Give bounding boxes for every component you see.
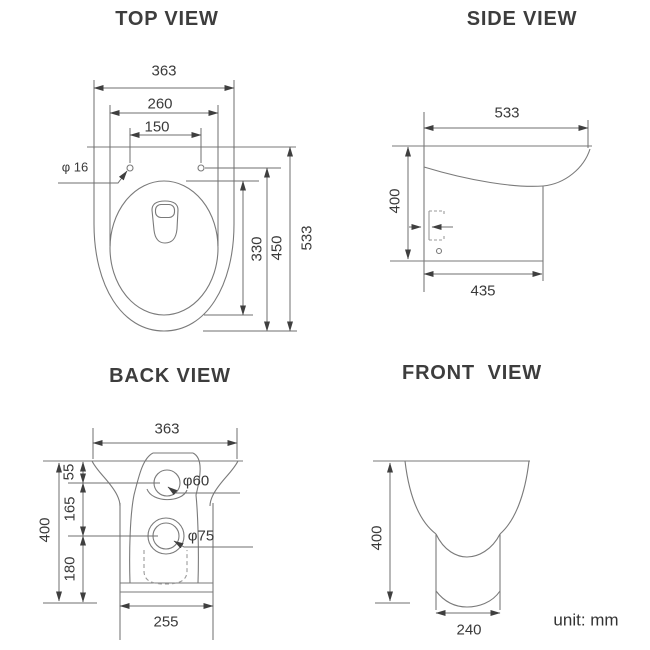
dim-label-back-outlet-to-floor: 180 xyxy=(61,556,79,582)
flush-jet-inner xyxy=(156,205,175,218)
front-bowl-left xyxy=(405,461,436,534)
dim-label-back-base-width: 255 xyxy=(153,613,179,631)
trapway-dashed xyxy=(144,550,187,584)
dim-label-back-inlet-to-outlet: 165 xyxy=(61,496,79,522)
top-view-drawing xyxy=(58,80,297,331)
dim-label-side-height: 400 xyxy=(386,188,404,214)
front-base-arc xyxy=(436,591,500,607)
dim-label-side-overall-depth: 533 xyxy=(494,104,520,122)
back-outline-right xyxy=(210,461,238,506)
dim-label-back-top-to-inlet: 55 xyxy=(60,463,78,481)
inlet-bracket-dashed xyxy=(429,211,444,240)
dim-label-back-height: 400 xyxy=(36,517,54,543)
dim-label-back-overall-width: 363 xyxy=(154,420,180,438)
dim-label-top-overall-width: 363 xyxy=(151,62,177,80)
dim-label-top-front-to-holes: 450 xyxy=(268,235,286,261)
unit-note: unit: mm xyxy=(553,610,619,630)
dim-label-top-bowl-length: 330 xyxy=(248,236,266,262)
rim-underside-curve xyxy=(424,149,590,186)
dim-label-back-outlet-diameter: φ75 xyxy=(187,527,215,545)
side-dimensions xyxy=(408,120,588,274)
dim-label-side-base-depth: 435 xyxy=(470,282,496,300)
inlet-cradle-arc xyxy=(147,489,187,500)
neck-left-curve xyxy=(130,453,153,583)
side-view-drawing xyxy=(386,112,592,292)
front-bowl-right xyxy=(500,461,529,534)
front-bowl-bottom xyxy=(436,534,500,557)
dim-label-front-height: 400 xyxy=(368,525,386,551)
back-view-title: BACK VIEW xyxy=(109,365,231,387)
dim-label-top-overall-depth: 533 xyxy=(298,225,316,251)
dim-label-front-base-width: 240 xyxy=(456,621,482,639)
back-view-drawing xyxy=(43,428,253,640)
dim-label-top-hole-diameter: φ 16 xyxy=(61,159,89,175)
bolt-hole-right xyxy=(198,165,204,171)
side-view-title: SIDE VIEW xyxy=(466,8,578,30)
dim-label-top-rim-width: 260 xyxy=(147,95,173,113)
top-view-title: TOP VIEW xyxy=(115,8,219,30)
front-view-drawing xyxy=(373,461,530,613)
bolt-hole-left xyxy=(127,165,133,171)
toilet-outline-top xyxy=(94,147,234,331)
dim-label-top-hole-spacing: 150 xyxy=(144,118,170,136)
front-view-title: FRONT VIEW xyxy=(402,362,542,384)
fixing-hole-side xyxy=(437,249,442,254)
dim-label-back-inlet-diameter: φ60 xyxy=(182,472,210,490)
